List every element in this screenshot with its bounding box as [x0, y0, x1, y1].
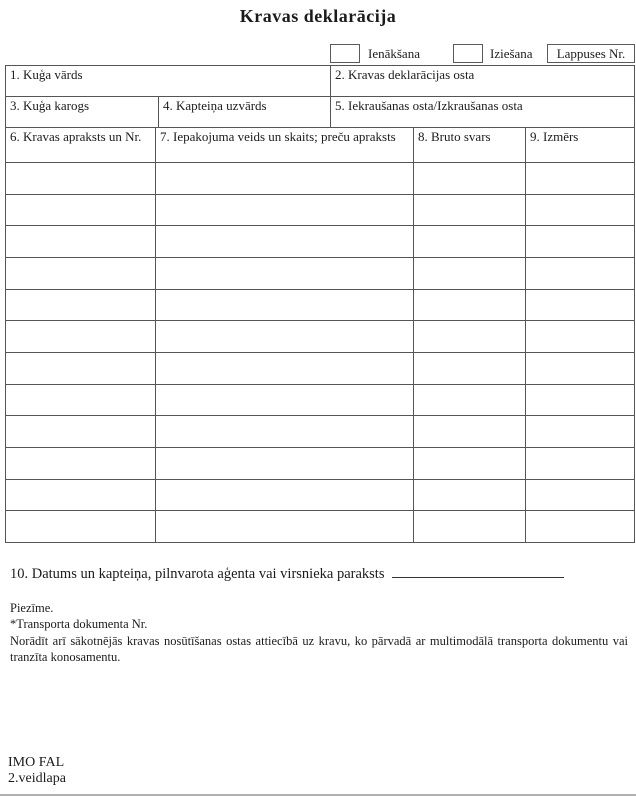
imo-fal-label: IMO FAL: [8, 755, 65, 770]
form-table: [5, 65, 635, 543]
form-identifier: [8, 755, 66, 787]
form-number-label: 2.veidlapa: [8, 771, 66, 787]
table-row: [6, 352, 634, 384]
table-cell[interactable]: [526, 163, 634, 194]
table-row: [6, 66, 634, 96]
table-cell[interactable]: [414, 480, 526, 511]
table-cell[interactable]: [526, 416, 634, 447]
table-cell[interactable]: [526, 511, 634, 542]
table-cell[interactable]: [526, 353, 634, 384]
table-cell[interactable]: [526, 226, 634, 257]
table-cell[interactable]: [414, 226, 526, 257]
table-cell[interactable]: [6, 195, 156, 226]
table-cell[interactable]: [156, 321, 414, 352]
table-cell[interactable]: [526, 321, 634, 352]
table-cell[interactable]: [526, 448, 634, 479]
table-cell[interactable]: [6, 448, 156, 479]
table-cell[interactable]: [156, 416, 414, 447]
table-cell[interactable]: [414, 448, 526, 479]
notes-multimodal: Norādīt arī sākotnējās kravas nosūtīšanas ostas attiecībā uz kravu, ko pārvadā ar multimodālā transporta dokumentu vai tranzīta konosamentu.: [10, 633, 628, 664]
table-row: [6, 510, 634, 542]
table-row: [6, 257, 634, 289]
table-cell[interactable]: [526, 195, 634, 226]
table-cell[interactable]: [156, 480, 414, 511]
notes-section: [10, 600, 628, 665]
notes-heading: Piezīme.: [10, 601, 54, 615]
table-cell[interactable]: [6, 163, 156, 194]
table-cell[interactable]: [6, 480, 156, 511]
table-cell[interactable]: [414, 511, 526, 542]
table-cell[interactable]: [156, 290, 414, 321]
page-number-box[interactable]: Lappuses Nr.: [547, 44, 635, 63]
table-cell[interactable]: [414, 290, 526, 321]
table-row: [6, 162, 634, 194]
table-cell[interactable]: [414, 416, 526, 447]
table-cell[interactable]: [156, 448, 414, 479]
table-cell[interactable]: [414, 163, 526, 194]
table-cell[interactable]: [414, 195, 526, 226]
table-row: [6, 384, 634, 416]
table-cell[interactable]: [6, 290, 156, 321]
table-row: [6, 479, 634, 511]
table-cell[interactable]: [6, 511, 156, 542]
table-cell[interactable]: [6, 385, 156, 416]
signature-line[interactable]: [392, 563, 564, 578]
departure-label: Iziešana: [490, 46, 533, 61]
table-cell[interactable]: [526, 385, 634, 416]
column-header-measurement: 9. Izmērs: [530, 129, 579, 144]
table-cell[interactable]: [526, 480, 634, 511]
table-cell[interactable]: [156, 226, 414, 257]
column-header-gross-weight: 8. Bruto svars: [414, 128, 526, 162]
table-row: [6, 289, 634, 321]
column-header-packages: 7. Iepakojuma veids un skaits; preču apraksts: [156, 128, 414, 162]
table-cell[interactable]: [6, 258, 156, 289]
table-cell[interactable]: [156, 258, 414, 289]
signature-label: 10. Datums un kapteiņa, pilnvarota aģenta vai virsnieka paraksts: [10, 566, 385, 582]
arrival-checkbox[interactable]: [330, 44, 360, 63]
table-row: [6, 225, 634, 257]
table-cell[interactable]: [414, 321, 526, 352]
table-row: [6, 194, 634, 226]
arrival-label: Ienākšana: [368, 46, 420, 61]
table-header-row: [6, 127, 634, 162]
table-cell[interactable]: [156, 195, 414, 226]
table-row: [6, 96, 634, 127]
table-cell[interactable]: [156, 511, 414, 542]
field-declaration-port[interactable]: 2. Kravas deklarācijas osta: [335, 67, 475, 82]
table-row: [6, 447, 634, 479]
table-cell[interactable]: [6, 226, 156, 257]
table-row: [6, 415, 634, 447]
table-row: [6, 320, 634, 352]
field-ship-name[interactable]: 1. Kuģa vārds: [6, 66, 331, 96]
table-empty-rows: [6, 162, 634, 542]
table-cell[interactable]: [414, 258, 526, 289]
table-cell[interactable]: [6, 416, 156, 447]
field-ship-flag[interactable]: 3. Kuģa karogs: [6, 97, 159, 127]
table-cell[interactable]: [6, 321, 156, 352]
table-cell[interactable]: [414, 353, 526, 384]
notes-transport-doc: *Transporta dokumenta Nr.: [10, 617, 148, 632]
table-cell[interactable]: [526, 290, 634, 321]
field-master-name[interactable]: 4. Kapteiņa uzvārds: [159, 97, 331, 127]
table-cell[interactable]: [156, 353, 414, 384]
table-cell[interactable]: [6, 353, 156, 384]
table-cell[interactable]: [414, 385, 526, 416]
field-loading-port[interactable]: 5. Iekraušanas osta/Izkraušanas osta: [335, 98, 523, 113]
departure-checkbox[interactable]: [453, 44, 483, 63]
column-header-marks: 6. Kravas apraksts un Nr.: [6, 128, 156, 162]
table-cell[interactable]: [156, 385, 414, 416]
page-title: Kravas deklarācija: [239, 6, 397, 26]
signature-row: [10, 563, 564, 583]
table-cell[interactable]: [526, 258, 634, 289]
table-cell[interactable]: [156, 163, 414, 194]
